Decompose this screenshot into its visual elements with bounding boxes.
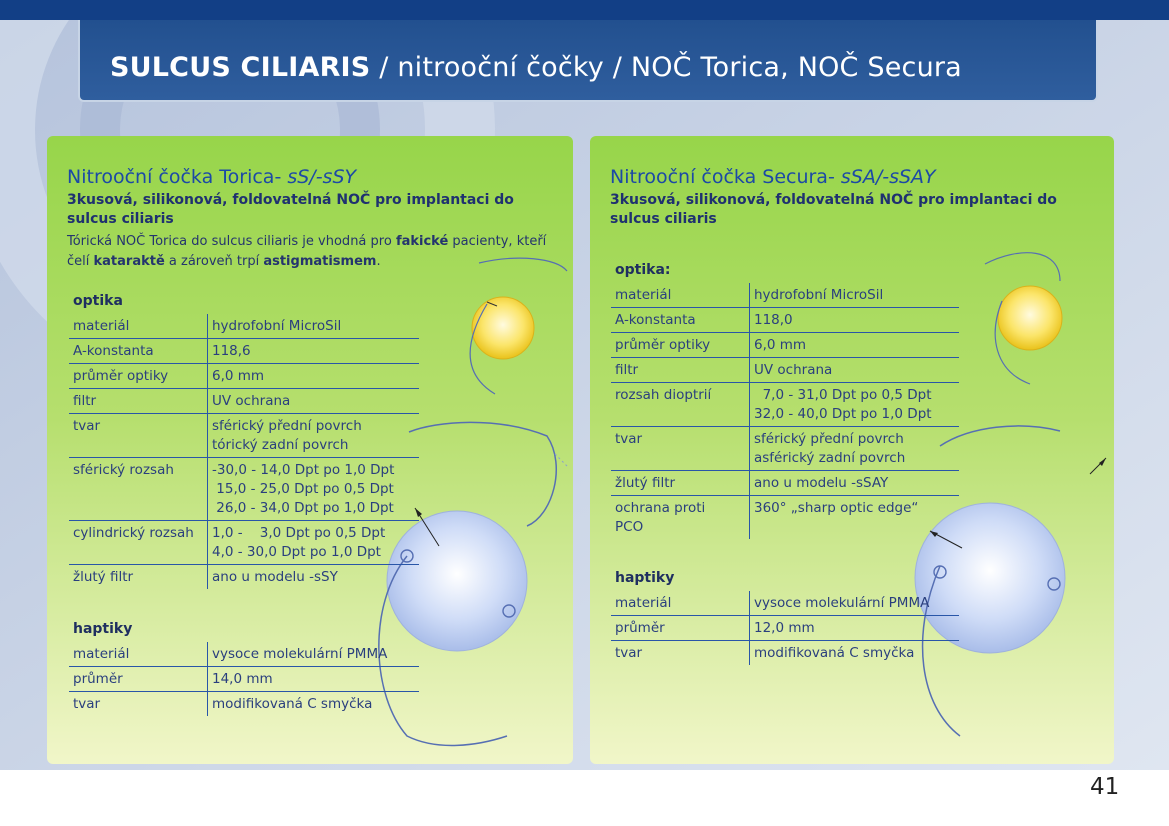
spec-key: materiál (611, 283, 750, 308)
spec-value-line: 15,0 - 25,0 Dpt po 0,5 Dpt (212, 481, 394, 497)
spec-key: žlutý filtr (611, 471, 750, 496)
spec-value: vysoce molekulární PMMA (208, 642, 420, 667)
spec-key: filtr (611, 358, 750, 383)
torica-haptiky-table (69, 642, 419, 716)
spec-value: hydrofobní MicroSil (750, 283, 960, 308)
spec-key: A-konstanta (611, 308, 750, 333)
secura-subtitle: 3kusová, silikonová, foldovatelná NOČ pro implantaci do sulcus ciliaris (610, 192, 1057, 227)
table-row (611, 591, 959, 616)
spec-value: 118,6 (208, 339, 420, 364)
secura-haptiky-table (611, 591, 959, 665)
spec-value: 12,0 mm (750, 616, 960, 641)
torica-optika-table (69, 314, 419, 589)
spec-key: průměr (611, 616, 750, 641)
table-row (69, 389, 419, 414)
desc-part: a zároveň trpí (164, 254, 264, 269)
spec-value: ano u modelu -sSAY (750, 471, 960, 496)
spec-key: materiál (69, 314, 208, 339)
table-row (69, 339, 419, 364)
table-row (69, 692, 419, 717)
spec-value: UV ochrana (750, 358, 960, 383)
spec-key (611, 496, 750, 540)
table-row (611, 496, 959, 540)
spec-key: A-konstanta (69, 339, 208, 364)
spec-value: vysoce molekulární PMMA (750, 591, 960, 616)
spec-key: materiál (611, 591, 750, 616)
spec-value-line: sférický přední povrch (754, 431, 904, 447)
spec-value (750, 427, 960, 471)
spec-value-line: 4,0 - 30,0 Dpt po 1,0 Dpt (212, 544, 381, 560)
secura-optika-table (611, 283, 959, 539)
spec-key: rozsah dioptrií (611, 383, 750, 427)
table-row (611, 358, 959, 383)
table-row (69, 642, 419, 667)
spec-value (750, 383, 960, 427)
spec-value (208, 458, 420, 521)
table-row (611, 333, 959, 358)
spec-value (208, 521, 420, 565)
spec-key: průměr optiky (69, 364, 208, 389)
torica-description (67, 232, 567, 272)
spec-value: ano u modelu -sSY (212, 569, 338, 585)
spec-value-line: 26,0 - 34,0 Dpt po 1,0 Dpt (212, 500, 394, 516)
spec-value: modifikovaná C smyčka (212, 696, 373, 712)
spec-key: materiál (69, 642, 208, 667)
spec-value-line: tórický zadní povrch (212, 437, 349, 453)
table-row (69, 667, 419, 692)
spec-value: UV ochrana (208, 389, 420, 414)
spec-key: tvar (611, 641, 750, 666)
spec-value: 118,0 (750, 308, 960, 333)
spec-key: tvar (69, 414, 208, 458)
spec-key: průměr (69, 667, 208, 692)
secura-title-model: sSA/-sSAY (840, 166, 936, 188)
spec-value (208, 414, 420, 458)
spec-value-line: 32,0 - 40,0 Dpt po 1,0 Dpt (754, 406, 932, 422)
spec-key: sférický rozsah (69, 458, 208, 521)
table-row (69, 314, 419, 339)
torica-title (67, 166, 356, 188)
table-row (611, 616, 959, 641)
table-row (69, 414, 419, 458)
secura-panel (590, 136, 1114, 764)
page-number: 41 (1090, 774, 1120, 800)
desc-part: . (376, 254, 381, 269)
spec-key: tvar (611, 427, 750, 471)
spec-key-line: ochrana proti (615, 500, 706, 516)
spec-key: průměr optiky (611, 333, 750, 358)
page-title-rest: / nitrooční čočky / NOČ Torica, NOČ Secura (370, 52, 962, 83)
desc-bold-katarakte: kataraktě (93, 254, 165, 269)
desc-bold-fakicke: fakické (395, 234, 449, 249)
table-row (611, 471, 959, 496)
spec-value-line: 7,0 - 31,0 Dpt po 0,5 Dpt (754, 387, 932, 403)
spec-value-line: -30,0 - 14,0 Dpt po 1,0 Dpt (212, 462, 395, 478)
table-row (69, 521, 419, 565)
spec-value: hydrofobní MicroSil (208, 314, 420, 339)
spec-value-line: asférický zadní povrch (754, 450, 906, 466)
spec-value: 6,0 mm (750, 333, 960, 358)
torica-title-model: sS/-sSY (287, 166, 357, 188)
torica-panel (47, 136, 573, 764)
spec-key: tvar (69, 692, 208, 717)
torica-haptiky-heading: haptiky (73, 621, 133, 637)
secura-haptiky-heading: haptiky (615, 570, 675, 586)
spec-value: 14,0 mm (208, 667, 420, 692)
page-title (110, 52, 962, 83)
spec-key: žlutý filtr (69, 565, 208, 590)
spec-key: filtr (69, 389, 208, 414)
desc-part: Tórická NOČ Torica do sulcus ciliaris je vhodná pro (67, 234, 396, 249)
table-row (611, 641, 959, 666)
torica-title-plain: Nitrooční čočka Torica- (67, 166, 288, 188)
table-row (69, 364, 419, 389)
table-row (611, 308, 959, 333)
table-row (611, 283, 959, 308)
page-title-bold: SULCUS CILIARIS (110, 52, 371, 83)
spec-value-line: sférický přední povrch (212, 418, 362, 434)
table-row (69, 458, 419, 521)
page-header (78, 20, 1098, 102)
spec-value: 360° „sharp optic edge“ (754, 500, 919, 516)
secura-title (610, 166, 936, 188)
spec-key: cylindrický rozsah (69, 521, 208, 565)
table-row (611, 427, 959, 471)
secura-optika-heading: optika: (615, 262, 671, 278)
spec-key-line: PCO (615, 519, 644, 535)
torica-subtitle: 3kusová, silikonová, foldovatelná NOČ pro implantaci do sulcus ciliaris (67, 192, 514, 227)
torica-optika-heading: optika (73, 293, 123, 309)
top-bar (0, 0, 1169, 20)
desc-part: pacienty, kteří čelí (67, 234, 547, 269)
spec-value: 6,0 mm (208, 364, 420, 389)
spec-value-line: 1,0 - 3,0 Dpt po 0,5 Dpt (212, 525, 386, 541)
table-row (611, 383, 959, 427)
table-row (69, 565, 419, 590)
desc-bold-astigmatismem: astigmatismem (263, 254, 377, 269)
secura-title-plain: Nitrooční čočka Secura- (610, 166, 841, 188)
spec-value: modifikovaná C smyčka (754, 645, 915, 661)
